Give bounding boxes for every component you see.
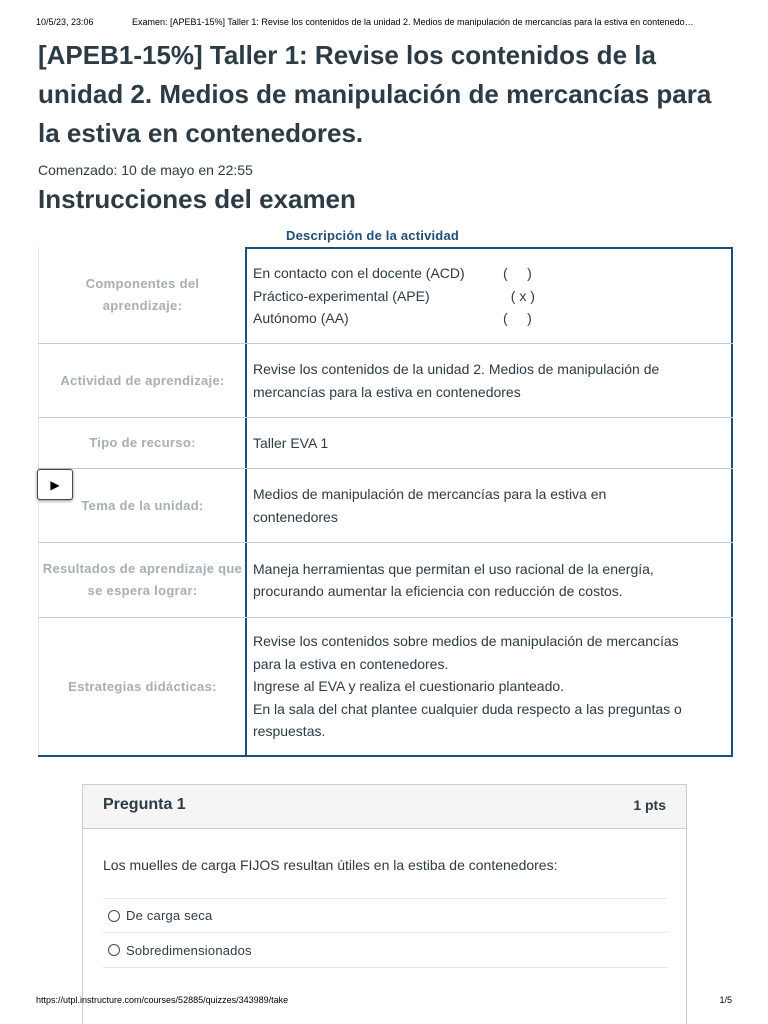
print-datetime: 10/5/23, 23:06	[36, 17, 94, 27]
component-acd: En contacto con el docente (ACD) ( )	[253, 265, 532, 282]
question-points: 1 pts	[633, 797, 666, 813]
row-value: Taller EVA 1	[245, 418, 733, 468]
table-row-teaching-strategies	[38, 618, 733, 757]
quiz-title: [APEB1-15%] Taller 1: Revise los contenidos de la unidad 2. Medios de manipulación de mercancías para la estiva en contenedores.	[38, 40, 712, 148]
answer-option[interactable]	[103, 933, 667, 968]
question-card	[82, 784, 687, 1024]
table-row-unit-topic	[38, 469, 733, 543]
radio-button[interactable]	[108, 910, 120, 922]
activity-table-caption: Descripción de la actividad	[286, 228, 460, 243]
question-header	[83, 785, 686, 829]
row-value	[245, 247, 733, 343]
answer-label: Sobredimensionados	[126, 942, 252, 958]
question-text: Los muelles de carga FIJOS resultan útiles en la estiba de contenedores:	[103, 857, 558, 873]
row-value: Medios de manipulación de mercancías para la estiva en contenedores	[245, 469, 733, 542]
table-row-learning-outcomes	[38, 543, 733, 618]
row-value: Maneja herramientas que permitan el uso racional de la energía, procurando aumentar la eficiencia con reducción de costos.	[245, 543, 733, 617]
table-row-activity	[38, 344, 733, 418]
radio-button[interactable]	[108, 944, 120, 956]
page-number: 1/5	[719, 995, 732, 1005]
row-value: Revise los contenidos sobre medios de manipulación de mercancías para la estiva en contenedores. Ingrese al EVA y realiza el cuestionario planteado. En la sala del chat plantee cualquier duda respecto a las preguntas o respuestas.	[245, 618, 733, 755]
table-row-components	[38, 247, 733, 344]
row-label: Actividad de aprendizaje:	[38, 344, 246, 417]
row-label: Resultados de aprendizaje que se espera lograr:	[38, 543, 246, 617]
row-label: Tema de la unidad:	[38, 469, 246, 542]
answer-list	[103, 898, 667, 968]
page-url: https://utpl.instructure.com/courses/52885/quizzes/343989/take	[36, 995, 289, 1005]
component-ape: Práctico-experimental (APE) ( x )	[253, 287, 535, 304]
answer-label: De carga seca	[126, 908, 213, 923]
instructions-heading: Instrucciones del examen	[38, 184, 356, 214]
row-label: Componentes del aprendizaje:	[38, 247, 246, 343]
question-name: Pregunta 1	[103, 796, 186, 813]
play-button[interactable]	[37, 469, 73, 500]
table-row-resource-type	[38, 418, 733, 469]
answer-option[interactable]	[103, 898, 667, 933]
quiz-started-time: Comenzado: 10 de mayo en 22:55	[38, 162, 253, 178]
play-icon: ▶	[50, 477, 60, 492]
row-label: Estrategias didácticas:	[38, 618, 246, 755]
component-aa: Autónomo (AA) ( )	[253, 310, 532, 327]
row-label: Tipo de recurso:	[38, 418, 246, 468]
row-value: Revise los contenidos de la unidad 2. Medios de manipulación de mercancías para la estiva en contenedores	[245, 344, 733, 417]
print-doc-title: Examen: [APEB1-15%] Taller 1: Revise los contenidos de la unidad 2. Medios de manipulación de mercancías para la estiva en contenedo…	[132, 17, 694, 27]
